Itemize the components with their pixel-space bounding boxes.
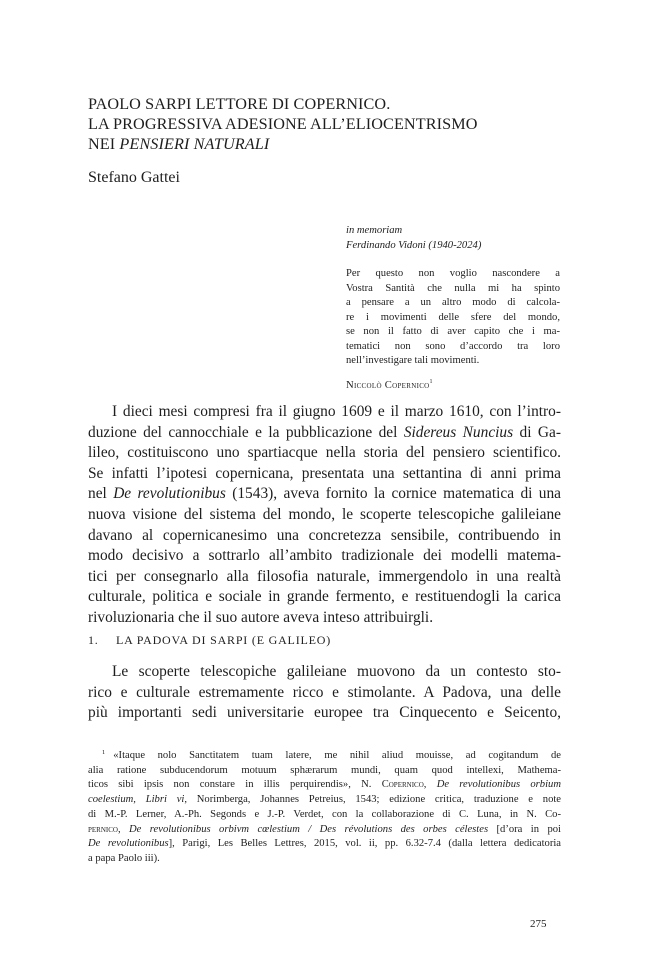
- footnote-mark: 1: [102, 749, 106, 756]
- text-line: tici per consegnarlo alla filosofia naturale, immergendolo in una realtà: [88, 567, 561, 585]
- text-span: [d’ora in poi: [488, 823, 562, 835]
- italic-title: De revolutionibus orbivm cœlestium / Des révolutions des orbes célestes: [129, 823, 489, 835]
- quote-line: re i movimenti delle sfere del mondo,: [346, 311, 560, 323]
- text-span: ,: [117, 823, 130, 835]
- page-number: 275: [530, 918, 547, 930]
- text-line: nuova visione del sistema del mondo, le scoperte telescopiche galileiane: [88, 505, 561, 523]
- signature-text: Niccolò Copernico: [346, 379, 430, 391]
- text-line: rivoluzionaria che il suo autore aveva inteso attribuirgli.: [88, 608, 434, 626]
- title-line-3: [88, 134, 568, 154]
- section-title: LA PADOVA DI SARPI (E GALILEO): [116, 633, 332, 647]
- title-line-3-italic: PENSIERI NATURALI: [119, 135, 270, 153]
- in-memoriam: in memoriam: [346, 225, 403, 236]
- title-line-3-prefix: NEI: [88, 135, 120, 153]
- italic-title: De revolutionibus: [113, 485, 226, 503]
- quote-line: Per questo non voglio nascondere a: [346, 268, 560, 279]
- title-line-2: LA PROGRESSIVA ADESIONE ALL’ELIOCENTRISMO: [88, 115, 478, 133]
- text-span: «Itaque nolo Sanctitatem tuam latere, me nihil aliud mouisse, ad cogitandum de: [113, 750, 561, 761]
- quote-line: nell’investigare tali movimenti.: [346, 355, 480, 366]
- section-heading: [88, 632, 331, 648]
- epigraph-signature: [346, 375, 560, 394]
- text-line: [88, 484, 561, 505]
- text-line: lileo, costituiscono uno spartiacque nella storia del pensiero scientifico.: [88, 444, 561, 462]
- text-line: più importanti sedi universitarie europee tra Cinquecento e Seicento,: [88, 704, 561, 722]
- text-line: modo decisivo a sottrarlo all’ambito tradizionale dei modelli matema-: [88, 547, 561, 565]
- footnote-line: [88, 746, 561, 764]
- text-span: ,: [423, 779, 437, 791]
- text-span: (1543), aveva fornito la cornice matematica di una: [225, 485, 562, 503]
- quote-line: Vostra Santità che nulla mi ha spinto: [346, 282, 560, 294]
- footnote-line: alia ratione subducendorum motuum sphærarum mundi, quam quod intellexi, Mathema-: [88, 764, 561, 776]
- text-line: Le scoperte telescopiche galileiane muovono da un contesto sto-: [112, 663, 561, 680]
- text-line: rico e culturale estremamente ricco e stimolante. A Padova, una delle: [88, 683, 561, 701]
- footnote-line: di M.-P. Lerner, A.-Ph. Segonds e J.-P. Verdet, con la collaborazione di C. Luna, in N. Co-: [88, 808, 561, 820]
- epigraph-quote: [346, 267, 560, 369]
- text-line: culturale, politica e sociale in grande fermento, e restituendogli la carica: [88, 588, 561, 606]
- text-span: ticos sibi ipsis non constare in illis perquirendis», N.: [88, 779, 382, 791]
- footnote-line: a papa Paolo iii).: [88, 852, 160, 864]
- text-span: ], Parigi, Les Belles Lettres, 2015, vol. ii, pp. 6.32-7.4 (dalla lettera dedicatoria: [168, 838, 561, 850]
- text-line: I dieci mesi compresi fra il giugno 1609 e il marzo 1610, con l’intro-: [112, 403, 561, 420]
- italic-title: De revolutionibus orbium: [436, 779, 561, 791]
- footnote: [88, 746, 561, 867]
- paragraph-2: [88, 662, 561, 724]
- italic-title: De revolutionibus: [88, 838, 169, 850]
- footnote-line: [88, 793, 561, 808]
- text-span: di Ga-: [513, 423, 561, 441]
- italic-title: coelestium, Libri vi: [88, 794, 185, 806]
- text-span: duzione del cannocchiale e la pubblicazione del: [88, 423, 404, 441]
- text-span: , Norimberga, Johannes Petreius, 1543; edizione critica, traduzione e note: [184, 794, 562, 806]
- quote-line: a pensare a un altro modo di calcola-: [346, 297, 560, 308]
- quote-line: tematici non sono d’accordo tra loro: [346, 340, 560, 352]
- author-smallcaps: Copernico: [381, 779, 424, 791]
- quote-line: se non il fatto di aver capito che i ma-: [346, 326, 560, 337]
- author-smallcaps: pernico: [88, 823, 118, 835]
- footnote-line: [88, 778, 561, 793]
- author-name: Stefano Gattei: [88, 169, 180, 186]
- footnote-line: [88, 823, 561, 838]
- italic-title: Sidereus Nuncius: [403, 423, 514, 441]
- title-line-1: PAOLO SARPI LETTORE DI COPERNICO.: [88, 95, 391, 113]
- section-number: 1.: [88, 633, 99, 647]
- text-line: Se infatti l’ipotesi copernicana, presentata una settantina di anni prima: [88, 464, 561, 482]
- article-title: [88, 94, 568, 154]
- footnote-reference[interactable]: 1: [429, 378, 433, 385]
- text-line: [88, 423, 561, 444]
- text-line: davano al copernicanesimo una concretezza sensibile, contribuendo in: [88, 526, 561, 544]
- footnote-line: [88, 837, 561, 852]
- paragraph-1: [88, 402, 561, 629]
- text-span: nel: [88, 485, 114, 503]
- epigraph: [346, 224, 560, 393]
- dedicatee: Ferdinando Vidoni (1940-2024): [346, 239, 482, 251]
